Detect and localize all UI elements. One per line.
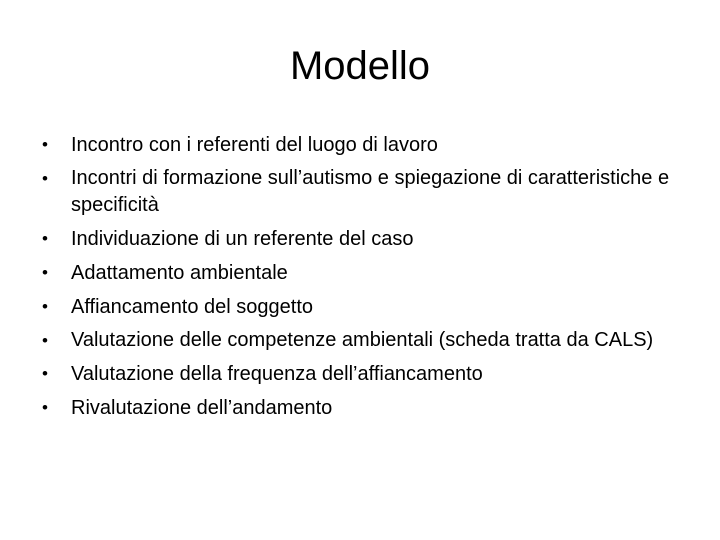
list-item-text: Adattamento ambientale [71, 262, 288, 284]
list-item-text: Valutazione delle competenze ambientali (scheda tratta da CALS) [71, 329, 654, 351]
list-item [36, 327, 676, 354]
list-item-text: Individuazione di un referente del caso [71, 228, 414, 250]
list-item-text: Affiancamento del soggetto [71, 296, 314, 318]
list-item-text: Incontro con i referenti del luogo di lavoro [71, 134, 438, 156]
bullet-icon: • [42, 364, 48, 383]
bullet-icon: • [42, 169, 48, 188]
list-item-text: Incontri di formazione sull’autismo e spiegazione di caratteristiche e specificità [71, 167, 670, 216]
bullet-icon: • [42, 398, 48, 417]
list-item [36, 293, 676, 321]
list-item-text: Valutazione della frequenza dell’affiancamento [71, 363, 483, 385]
list-item-text: Rivalutazione dell’andamento [71, 397, 333, 419]
slide-title: Modello [289, 44, 431, 88]
bullet-icon: • [42, 297, 48, 316]
list-item [36, 259, 676, 287]
bullet-list [36, 131, 676, 428]
list-item [36, 165, 676, 219]
bullet-icon: • [42, 135, 48, 154]
list-item [36, 131, 676, 159]
list-item [36, 394, 676, 422]
bullet-icon: • [42, 263, 48, 282]
bullet-icon: • [42, 331, 48, 350]
list-item [36, 360, 676, 388]
bullet-icon: • [42, 229, 48, 248]
list-item [36, 225, 676, 253]
